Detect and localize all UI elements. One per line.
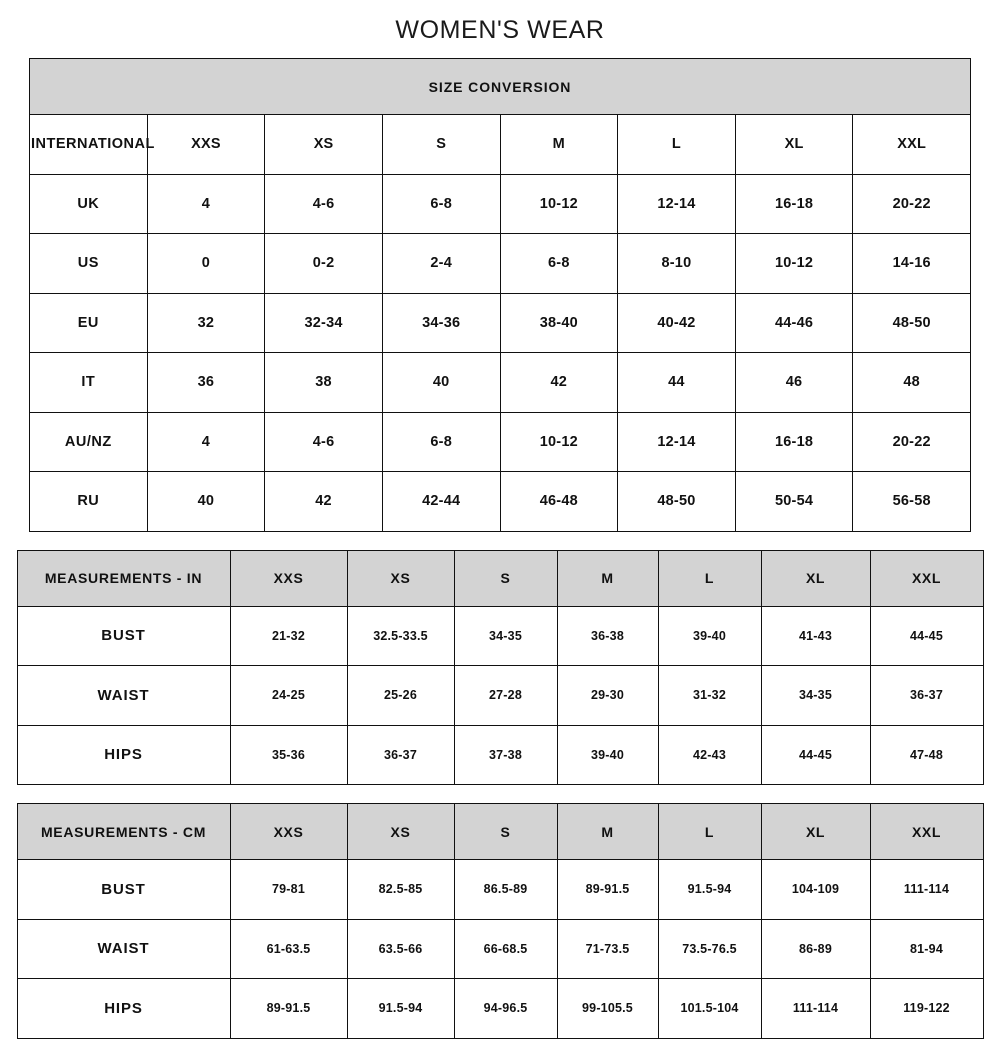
column-header-in-l: L bbox=[658, 550, 761, 606]
cell-uk-xs: 4-6 bbox=[265, 174, 383, 234]
cell-uk-xl: 16-18 bbox=[735, 174, 853, 234]
column-header-in-s: S bbox=[454, 550, 557, 606]
cell-in-waist-xs: 25-26 bbox=[347, 666, 454, 726]
cell-us-l: 8-10 bbox=[618, 234, 736, 294]
column-header-cm-l: L bbox=[658, 804, 761, 860]
column-header-measurements-cm: MEASUREMENTS - CM bbox=[17, 804, 230, 860]
row-header-in-waist: WAIST bbox=[17, 666, 230, 726]
row-header-ru: RU bbox=[30, 472, 148, 532]
cell-us-xl: 10-12 bbox=[735, 234, 853, 294]
cell-cm-bust-xl: 104-109 bbox=[761, 860, 870, 920]
cell-in-hips-xxs: 35-36 bbox=[230, 725, 347, 785]
cell-cm-waist-xxs: 61-63.5 bbox=[230, 919, 347, 979]
table-row bbox=[17, 979, 983, 1039]
column-header-xs: XS bbox=[265, 115, 383, 175]
cell-us-s: 2-4 bbox=[382, 234, 500, 294]
cell-ru-xs: 42 bbox=[265, 472, 383, 532]
cell-ru-m: 46-48 bbox=[500, 472, 618, 532]
row-header-cm-hips: HIPS bbox=[17, 979, 230, 1039]
column-header-in-xxs: XXS bbox=[230, 550, 347, 606]
cell-cm-bust-m: 89-91.5 bbox=[557, 860, 658, 920]
cell-it-l: 44 bbox=[618, 353, 736, 413]
cell-cm-bust-xs: 82.5-85 bbox=[347, 860, 454, 920]
cell-in-hips-xs: 36-37 bbox=[347, 725, 454, 785]
table-row bbox=[30, 353, 971, 413]
cell-cm-hips-xxl: 119-122 bbox=[870, 979, 983, 1039]
cell-in-bust-xl: 41-43 bbox=[761, 606, 870, 666]
table-row bbox=[30, 115, 971, 175]
table-row bbox=[17, 606, 983, 666]
cell-cm-hips-l: 101.5-104 bbox=[658, 979, 761, 1039]
table-row bbox=[30, 472, 971, 532]
cell-cm-hips-xs: 91.5-94 bbox=[347, 979, 454, 1039]
cell-aunz-xxs: 4 bbox=[147, 412, 265, 472]
cell-ru-xxl: 56-58 bbox=[853, 472, 971, 532]
table-row bbox=[17, 860, 983, 920]
cell-cm-bust-l: 91.5-94 bbox=[658, 860, 761, 920]
cell-eu-s: 34-36 bbox=[382, 293, 500, 353]
column-header-xxs: XXS bbox=[147, 115, 265, 175]
cell-in-hips-xxl: 47-48 bbox=[870, 725, 983, 785]
cell-eu-l: 40-42 bbox=[618, 293, 736, 353]
cell-ru-l: 48-50 bbox=[618, 472, 736, 532]
cell-cm-waist-m: 71-73.5 bbox=[557, 919, 658, 979]
table-row bbox=[30, 293, 971, 353]
cell-uk-m: 10-12 bbox=[500, 174, 618, 234]
column-header-in-xl: XL bbox=[761, 550, 870, 606]
cell-uk-l: 12-14 bbox=[618, 174, 736, 234]
cell-uk-xxs: 4 bbox=[147, 174, 265, 234]
cell-aunz-xs: 4-6 bbox=[265, 412, 383, 472]
row-header-in-bust: BUST bbox=[17, 606, 230, 666]
table-row bbox=[30, 59, 971, 115]
cell-cm-waist-xl: 86-89 bbox=[761, 919, 870, 979]
column-header-in-xs: XS bbox=[347, 550, 454, 606]
column-header-international: INTERNATIONAL bbox=[30, 115, 148, 175]
cell-in-waist-xxl: 36-37 bbox=[870, 666, 983, 726]
cell-in-bust-xxl: 44-45 bbox=[870, 606, 983, 666]
column-header-cm-xxl: XXL bbox=[870, 804, 983, 860]
row-header-cm-waist: WAIST bbox=[17, 919, 230, 979]
row-header-cm-bust: BUST bbox=[17, 860, 230, 920]
column-header-xxl: XXL bbox=[853, 115, 971, 175]
page-title: WOMEN'S WEAR bbox=[395, 16, 605, 44]
column-header-in-xxl: XXL bbox=[870, 550, 983, 606]
cell-in-bust-s: 34-35 bbox=[454, 606, 557, 666]
cell-in-hips-l: 42-43 bbox=[658, 725, 761, 785]
column-header-cm-xxs: XXS bbox=[230, 804, 347, 860]
cell-ru-xxs: 40 bbox=[147, 472, 265, 532]
row-header-it: IT bbox=[30, 353, 148, 413]
cell-ru-s: 42-44 bbox=[382, 472, 500, 532]
cell-cm-waist-l: 73.5-76.5 bbox=[658, 919, 761, 979]
cell-it-s: 40 bbox=[382, 353, 500, 413]
table-row bbox=[30, 412, 971, 472]
size-conversion-table bbox=[29, 58, 971, 532]
cell-us-xs: 0-2 bbox=[265, 234, 383, 294]
cell-cm-bust-s: 86.5-89 bbox=[454, 860, 557, 920]
cell-eu-xxs: 32 bbox=[147, 293, 265, 353]
measurements-inches-table bbox=[17, 550, 984, 786]
column-header-cm-m: M bbox=[557, 804, 658, 860]
cell-it-xl: 46 bbox=[735, 353, 853, 413]
cell-in-hips-m: 39-40 bbox=[557, 725, 658, 785]
column-header-xl: XL bbox=[735, 115, 853, 175]
column-header-m: M bbox=[500, 115, 618, 175]
size-conversion-banner: SIZE CONVERSION bbox=[30, 59, 971, 115]
cell-aunz-xxl: 20-22 bbox=[853, 412, 971, 472]
cell-in-waist-l: 31-32 bbox=[658, 666, 761, 726]
table-row bbox=[17, 919, 983, 979]
cell-in-waist-m: 29-30 bbox=[557, 666, 658, 726]
cell-in-waist-s: 27-28 bbox=[454, 666, 557, 726]
cell-in-waist-xxs: 24-25 bbox=[230, 666, 347, 726]
cell-cm-hips-m: 99-105.5 bbox=[557, 979, 658, 1039]
measurements-centimeters-table bbox=[17, 803, 984, 1039]
table-row bbox=[17, 550, 983, 606]
column-header-cm-xs: XS bbox=[347, 804, 454, 860]
table-row bbox=[17, 666, 983, 726]
cell-cm-bust-xxl: 111-114 bbox=[870, 860, 983, 920]
cell-cm-hips-xxs: 89-91.5 bbox=[230, 979, 347, 1039]
cell-uk-xxl: 20-22 bbox=[853, 174, 971, 234]
row-header-eu: EU bbox=[30, 293, 148, 353]
table-row bbox=[17, 804, 983, 860]
cell-in-bust-xs: 32.5-33.5 bbox=[347, 606, 454, 666]
cell-in-bust-l: 39-40 bbox=[658, 606, 761, 666]
cell-cm-bust-xxs: 79-81 bbox=[230, 860, 347, 920]
cell-it-m: 42 bbox=[500, 353, 618, 413]
cell-cm-hips-s: 94-96.5 bbox=[454, 979, 557, 1039]
table-row bbox=[30, 234, 971, 294]
cell-it-xxs: 36 bbox=[147, 353, 265, 413]
column-header-in-m: M bbox=[557, 550, 658, 606]
cell-it-xs: 38 bbox=[265, 353, 383, 413]
cell-in-hips-s: 37-38 bbox=[454, 725, 557, 785]
cell-in-bust-m: 36-38 bbox=[557, 606, 658, 666]
column-header-s: S bbox=[382, 115, 500, 175]
cell-in-bust-xxs: 21-32 bbox=[230, 606, 347, 666]
cell-cm-waist-xxl: 81-94 bbox=[870, 919, 983, 979]
cell-eu-m: 38-40 bbox=[500, 293, 618, 353]
cell-aunz-l: 12-14 bbox=[618, 412, 736, 472]
cell-us-m: 6-8 bbox=[500, 234, 618, 294]
cell-aunz-m: 10-12 bbox=[500, 412, 618, 472]
row-header-us: US bbox=[30, 234, 148, 294]
table-row bbox=[30, 174, 971, 234]
cell-aunz-xl: 16-18 bbox=[735, 412, 853, 472]
row-header-uk: UK bbox=[30, 174, 148, 234]
cell-aunz-s: 6-8 bbox=[382, 412, 500, 472]
column-header-l: L bbox=[618, 115, 736, 175]
row-header-aunz: AU/NZ bbox=[30, 412, 148, 472]
cell-it-xxl: 48 bbox=[853, 353, 971, 413]
cell-eu-xxl: 48-50 bbox=[853, 293, 971, 353]
cell-cm-waist-xs: 63.5-66 bbox=[347, 919, 454, 979]
cell-eu-xl: 44-46 bbox=[735, 293, 853, 353]
cell-eu-xs: 32-34 bbox=[265, 293, 383, 353]
cell-ru-xl: 50-54 bbox=[735, 472, 853, 532]
cell-uk-s: 6-8 bbox=[382, 174, 500, 234]
cell-us-xxs: 0 bbox=[147, 234, 265, 294]
row-header-in-hips: HIPS bbox=[17, 725, 230, 785]
cell-cm-waist-s: 66-68.5 bbox=[454, 919, 557, 979]
cell-us-xxl: 14-16 bbox=[853, 234, 971, 294]
column-header-measurements-in: MEASUREMENTS - IN bbox=[17, 550, 230, 606]
column-header-cm-s: S bbox=[454, 804, 557, 860]
table-row bbox=[17, 725, 983, 785]
cell-in-waist-xl: 34-35 bbox=[761, 666, 870, 726]
cell-in-hips-xl: 44-45 bbox=[761, 725, 870, 785]
cell-cm-hips-xl: 111-114 bbox=[761, 979, 870, 1039]
column-header-cm-xl: XL bbox=[761, 804, 870, 860]
